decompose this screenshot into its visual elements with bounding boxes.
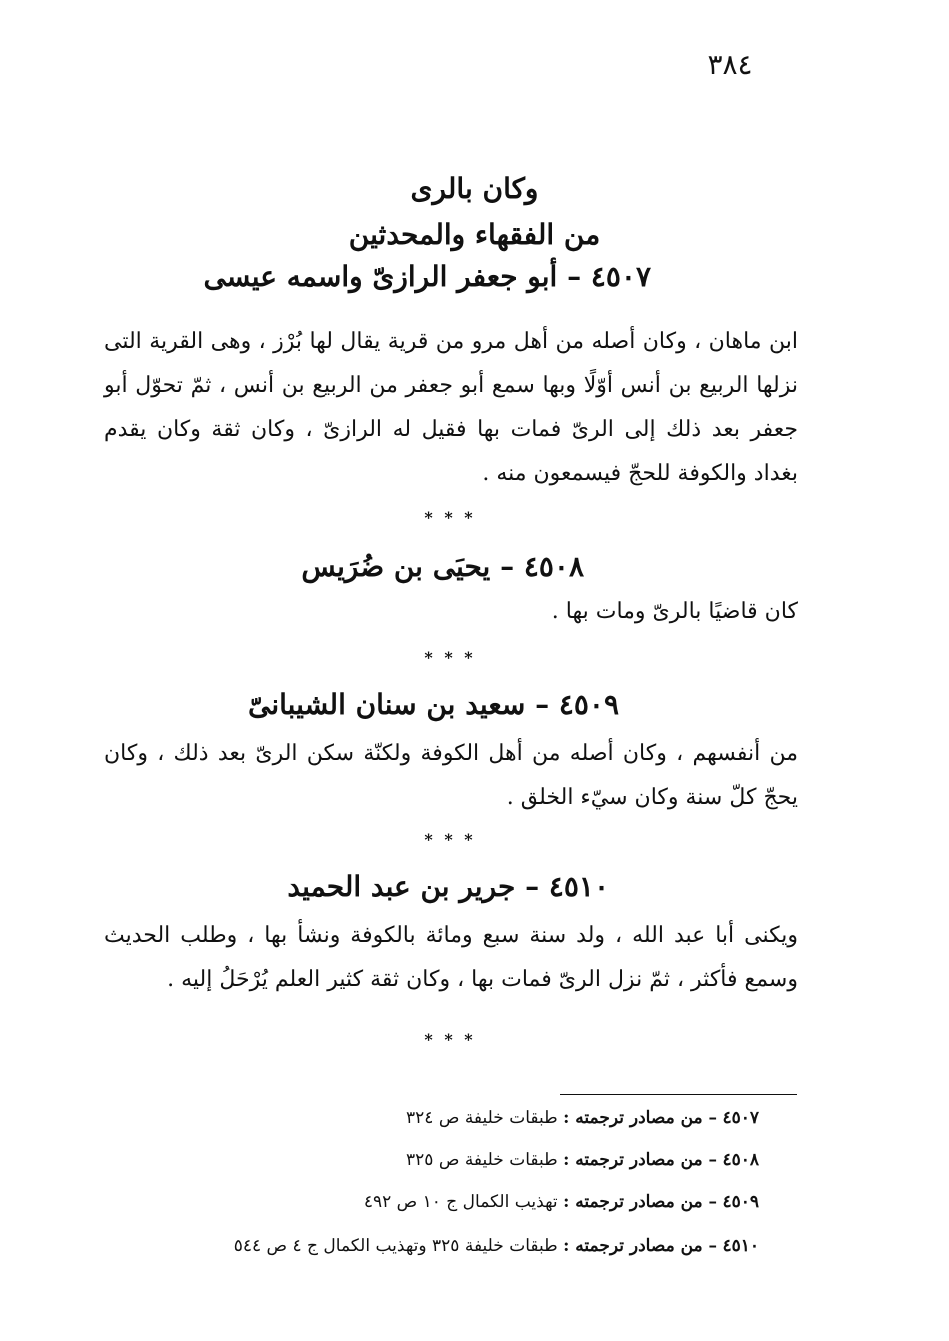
footnote-label: – من مصادر ترجمته : (563, 1192, 718, 1212)
entry-4509-text: من أنفسهم ، وكان أصله من أهل الكوفة ولكنّة سكن الرىّ بعد ذلك ، وكان يحجّ كلّ سنة وكان سيّء الخلق . (104, 741, 798, 810)
separator-1: * * * (424, 508, 476, 527)
footnote-label: – من مصادر ترجمته : (563, 1150, 718, 1170)
footnote-4509 (364, 1192, 759, 1212)
separator-2: * * * (424, 648, 476, 667)
footnote-source: طبقات خليفة ص ٣٢٤ (406, 1108, 558, 1128)
footnote-number: ٤٥٠٨ (722, 1150, 759, 1170)
footnote-number: ٤٥٠٩ (722, 1192, 759, 1212)
separator-4: * * * (424, 1030, 476, 1049)
section-heading-line1: وكان بالرى (410, 172, 539, 205)
entry-4508-title: ٤٥٠٨ – يحيَى بن ضُرَيس (301, 550, 584, 583)
entry-4507-title: ٤٥٠٧ – أبو جعفر الرازىّ واسمه عيسى (203, 260, 651, 293)
entry-4510-text: ويكنى أبا عبد الله ، ولد سنة سبع ومائة بالكوفة ونشأ بها ، وطلب الحديث وسمع فأكثر ، ثمّ نزل الرىّ فمات بها ، وكان ثقة كثير العلم يُرْحَلُ إليه . (104, 923, 798, 992)
footnote-4508 (406, 1150, 759, 1170)
page-number: ٣٨٤ (707, 48, 753, 81)
footnote-label: – من مصادر ترجمته : (563, 1108, 718, 1128)
entry-4510-title: ٤٥١٠ – جرير بن عبد الحميد (287, 870, 609, 903)
entry-4509-title: ٤٥٠٩ – سعيد بن سنان الشيبانىّ (248, 688, 619, 721)
footnote-source: طبقات خليفة ٣٢٥ وتهذيب الكمال ج ٤ ص ٥٤٤ (233, 1236, 558, 1256)
footnote-source: طبقات خليفة ص ٣٢٥ (406, 1150, 558, 1170)
section-heading-line2: من الفقهاء والمحدثين (348, 218, 601, 251)
entry-4507-text: ابن ماهان ، وكان أصله من أهل مرو من قرية يقال لها بُرْز ، وهى القرية التى نزلها الربيع بن أنس أوّلًا وبها سمع أبو جعفر من الربيع بن أنس ، ثمّ تحوّل أبو جعفر بعد ذلك إلى الرىّ فمات بها فقيل له الرازىّ ، وكان ثقة وكان يقدم بغداد والكوفة للحجّ فيسمعون منه . (104, 329, 798, 486)
separator-3: * * * (424, 830, 476, 849)
footnote-number: ٤٥٠٧ (722, 1108, 759, 1128)
footnote-number: ٤٥١٠ (722, 1236, 759, 1256)
footnote-divider (560, 1094, 797, 1095)
entry-4508-text: كان قاضيًا بالرىّ ومات بها . (551, 599, 798, 624)
footnote-4510 (234, 1236, 759, 1256)
footnote-4507 (406, 1108, 759, 1128)
footnote-label: – من مصادر ترجمته : (563, 1236, 718, 1256)
footnote-source: تهذيب الكمال ج ١٠ ص ٤٩٢ (363, 1192, 558, 1212)
